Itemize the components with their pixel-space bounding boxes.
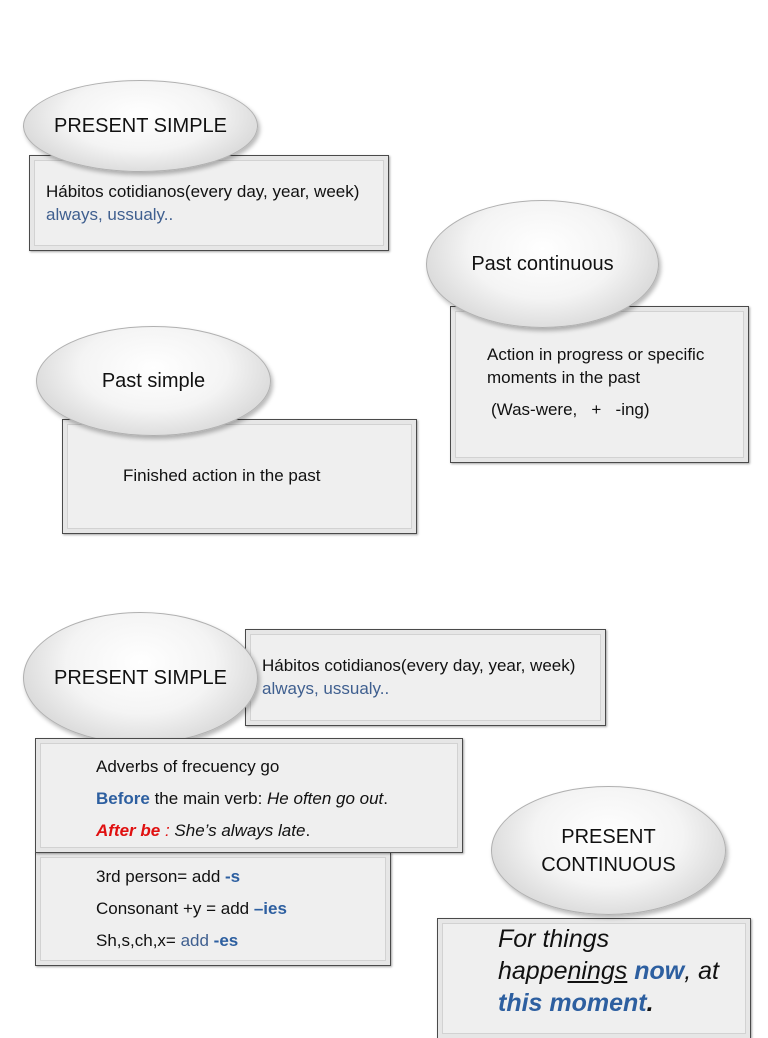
- past-continuous-description: Action in progress or specific moments in the past: [487, 345, 705, 387]
- present-continuous-oval: [491, 786, 726, 915]
- before-example: He often go out: [267, 789, 384, 808]
- present-continuous-box: [437, 918, 751, 1038]
- now-keyword: now: [627, 957, 685, 985]
- past-simple-title: Past simple: [101, 369, 206, 392]
- adverbs-after-rule: [96, 815, 452, 847]
- nings-underlined: nings: [567, 957, 628, 985]
- present-simple-box-1: [29, 155, 389, 251]
- present-continuous-title-line-2: CONTINUOUS: [541, 853, 676, 876]
- past-continuous-box: [450, 306, 749, 463]
- adverbs-heading: Adverbs of frecuency go: [96, 757, 280, 776]
- after-be-keyword: After be: [96, 821, 161, 840]
- rule-sibilants-add: add: [180, 931, 214, 950]
- suffix-es: -es: [213, 931, 239, 950]
- past-simple-oval: [36, 326, 271, 436]
- happe-text: happe: [498, 957, 568, 985]
- present-continuous-line-2: [498, 955, 744, 987]
- at-text: , at: [684, 957, 719, 985]
- suffix-ies: –ies: [253, 899, 287, 918]
- present-continuous-line-3: [498, 987, 744, 1019]
- present-simple-oval-2: [23, 612, 258, 744]
- this-moment-keyword: this moment: [498, 989, 647, 1017]
- before-keyword: Before: [96, 789, 150, 808]
- past-continuous-form: (Was-were, + -ing): [491, 400, 650, 419]
- before-rule-text: the main verb:: [149, 789, 268, 808]
- adverbs-of-frequency-box: [35, 738, 463, 853]
- after-example: She’s always late: [174, 821, 306, 840]
- past-continuous-title: Past continuous: [471, 252, 614, 275]
- rule-sibilants: [96, 925, 380, 957]
- adverbs-before-rule: [96, 783, 452, 815]
- present-simple-oval-1: [23, 80, 258, 172]
- past-simple-box: [62, 419, 417, 534]
- rule-consonant-y-text: Consonant +y = add: [96, 899, 254, 918]
- present-simple-adverbs: always, ussualy..: [46, 205, 174, 224]
- rule-third-person: [96, 861, 380, 893]
- after-end: .: [305, 821, 311, 840]
- rule-consonant-y: [96, 893, 380, 925]
- before-end: .: [383, 789, 389, 808]
- present-simple-title-2: PRESENT SIMPLE: [53, 666, 228, 689]
- present-simple-habits-text: Hábitos cotidianos(every day, year, week): [46, 182, 360, 201]
- spelling-rules-box: [35, 852, 391, 966]
- present-simple-habits-text-2: Hábitos cotidianos(every day, year, week): [262, 656, 576, 675]
- past-simple-description: Finished action in the past: [123, 466, 321, 485]
- after-colon: :: [160, 821, 175, 840]
- present-simple-title-1: PRESENT SIMPLE: [53, 114, 228, 137]
- this-moment-period: .: [646, 989, 654, 1017]
- past-continuous-oval: [426, 200, 659, 328]
- suffix-s: -s: [225, 867, 241, 886]
- present-simple-adverbs-2: always, ussualy..: [262, 679, 390, 698]
- present-continuous-line-1: For things: [498, 925, 610, 953]
- present-continuous-title-line-1: PRESENT: [561, 825, 656, 848]
- rule-third-person-text: 3rd person= add: [96, 867, 226, 886]
- present-simple-box-2: [245, 629, 606, 726]
- rule-sibilants-text: Sh,s,ch,x=: [96, 931, 181, 950]
